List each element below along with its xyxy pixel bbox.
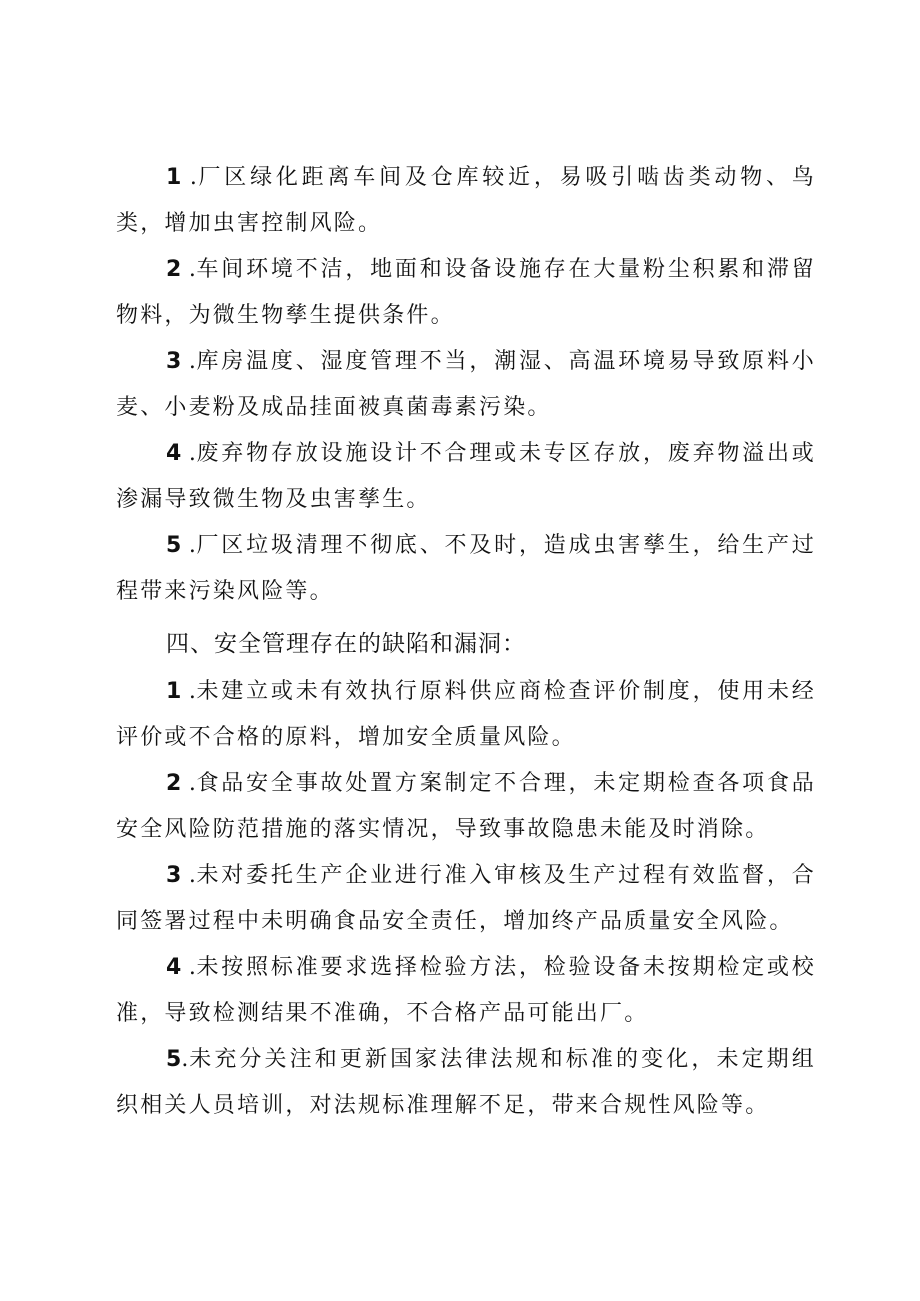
- item-text: 未按照标准要求选择检验方法，检验设备未按期检定或校准，导致检测结果不准确，不合格产品可能出厂。: [116, 955, 816, 1026]
- item-text: 车间环境不洁，地面和设备设施存在大量粉尘积累和滞留物料，为微生物孳生提供条件。: [116, 257, 816, 328]
- item-number: 3: [166, 349, 182, 374]
- item-separator: .: [181, 349, 196, 374]
- item-separator: .: [181, 165, 197, 190]
- list-item: [116, 523, 816, 615]
- item-number: 2: [166, 771, 182, 796]
- item-separator: .: [181, 441, 196, 466]
- item-text: 废弃物存放设施设计不合理或未专区存放，废弃物溢出或渗漏导致微生物及虫害孳生。: [116, 441, 816, 512]
- item-text: 库房温度、湿度管理不当，潮湿、高温环境易导致原料小麦、小麦粉及成品挂面被真菌毒素污染。: [116, 349, 816, 420]
- item-separator: .: [181, 863, 196, 888]
- item-text: 未建立或未有效执行原料供应商检查评价制度，使用未经评价或不合格的原料，增加安全质量风险。: [116, 679, 816, 750]
- list-item: [116, 431, 816, 523]
- item-separator: .: [181, 533, 196, 558]
- document-body: [116, 155, 816, 1129]
- list-item: [116, 945, 816, 1037]
- item-separator: .: [181, 771, 196, 796]
- item-number: 3: [166, 863, 182, 888]
- list-item: [116, 247, 816, 339]
- item-number: 5: [166, 533, 182, 558]
- list-item: [116, 853, 816, 945]
- item-separator: .: [181, 955, 196, 980]
- item-text: 食品安全事故处置方案制定不合理，未定期检查各项食品安全风险防范措施的落实情况，导致事故隐患未能及时消除。: [116, 771, 816, 842]
- item-text: 厂区垃圾清理不彻底、不及时，造成虫害孳生，给生产过程带来污染风险等。: [116, 533, 816, 604]
- item-number: 1: [166, 679, 182, 704]
- item-number: 2: [166, 257, 182, 282]
- section-heading: 四、安全管理存在的缺陷和漏洞：: [166, 631, 526, 657]
- list-item: [116, 339, 816, 431]
- item-text: 厂区绿化距离车间及仓库较近，易吸引啮齿类动物、鸟类，增加虫害控制风险。: [116, 165, 816, 236]
- item-text: 未对委托生产企业进行准入审核及生产过程有效监督，合同签署过程中未明确食品安全责任，增加终产品质量安全风险。: [116, 863, 816, 934]
- item-number: 1: [166, 165, 182, 190]
- item-number: 5: [166, 1047, 182, 1072]
- list-item: [116, 761, 816, 853]
- list-item: [116, 1037, 816, 1129]
- item-text: 未充分关注和更新国家法律法规和标准的变化，未定期组织相关人员培训，对法规标准理解不足，带来合规性风险等。: [116, 1047, 816, 1118]
- item-separator: .: [181, 1047, 189, 1072]
- item-separator: .: [181, 257, 196, 282]
- list-item: [116, 155, 816, 247]
- item-separator: .: [181, 679, 196, 704]
- item-number: 4: [166, 955, 182, 980]
- list-item: [116, 669, 816, 761]
- item-number: 4: [166, 441, 182, 466]
